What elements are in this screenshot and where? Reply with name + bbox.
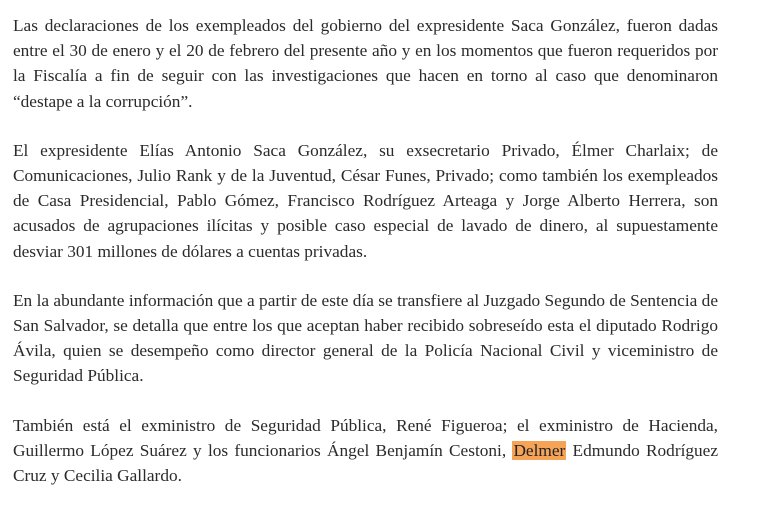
paragraph-4-after: Edmundo Rodríguez Cruz y Cecilia Gallardo. (13, 440, 718, 486)
search-highlight: Delmer (513, 440, 566, 460)
paragraph-4-before: También está el exministro de Seguridad Pública, René Figueroa; el exministro de Hacienda, Guillermo López Suárez y los funcionarios Ángel Benjamín Cestoni, (13, 415, 718, 460)
paragraph-3: En la abundante información que a partir de este día se transfiere al Juzgado Segundo de Sentencia de San Salvador, se detalla que entre los que aceptan haber recibido sobreseído esta el diputado Rodrigo Ávila, quien se desempeño como director general de la Policía Nacional Civil y viceministro de Seguridad Pública. (13, 290, 718, 386)
paragraph-2: El expresidente Elías Antonio Saca González, su exsecretario Privado, Élmer Charlaix; de Comunicaciones, Julio Rank y de la Juventud, César Funes, Privado; como también los exempleados de Casa Presidencial, Pablo Gómez, Francisco Rodríguez Arteaga y Jorge Alberto Herrera, son acusados de agrupaciones ilícitas y posible caso especial de lavado de dinero, al supuestamente desviar 301 millones de dólares a cuentas privadas. (13, 140, 718, 261)
article-body (13, 13, 718, 512)
paragraph-1: Las declaraciones de los exempleados del gobierno del expresidente Saca González, fueron dadas entre el 30 de enero y el 20 de febrero del presente año y en los momentos que fueron requeridos por la Fiscalía a fin de seguir con las investigaciones que hacen en torno al caso que denominaron “destape a la corrupción”. (13, 16, 718, 111)
paragraph-4 (13, 413, 718, 489)
